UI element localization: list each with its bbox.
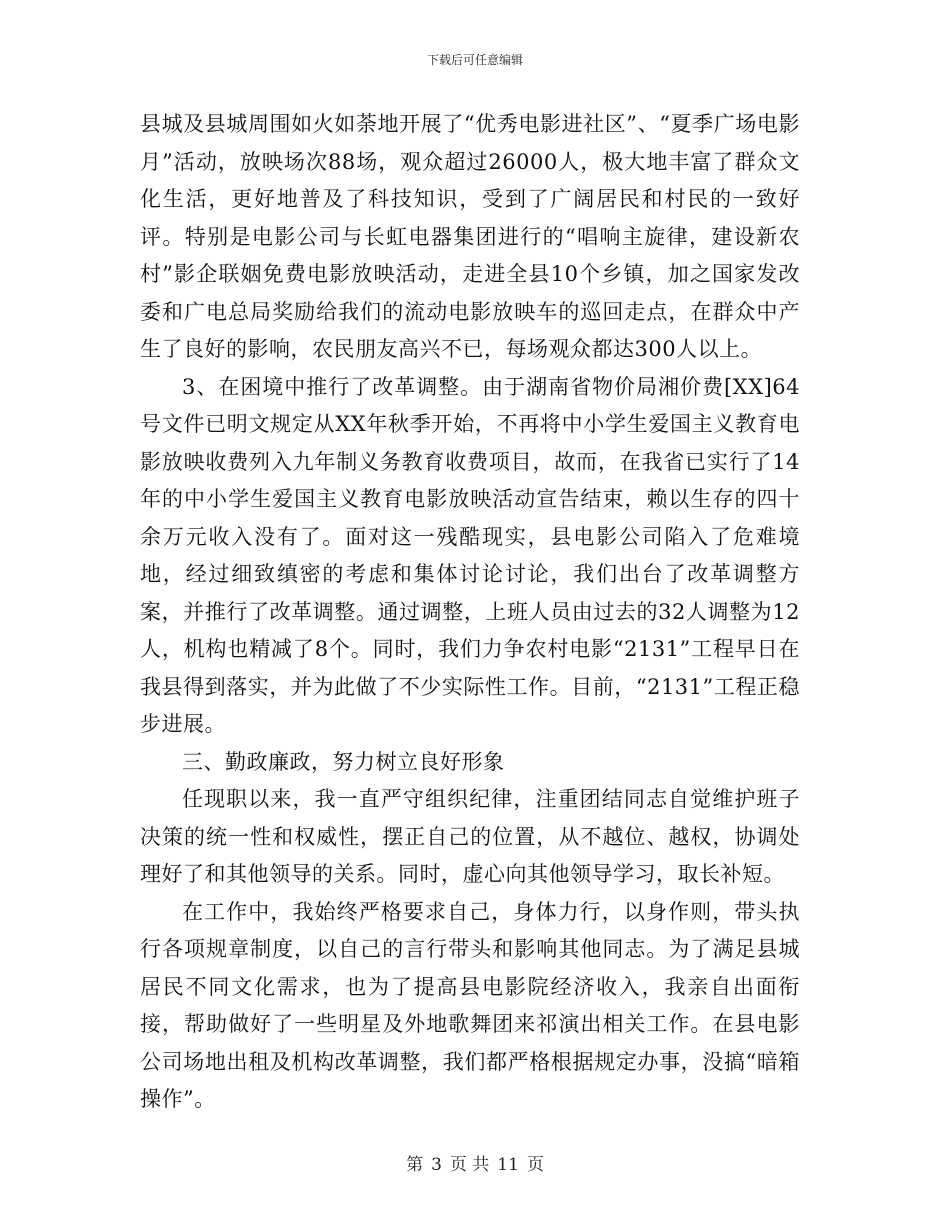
footer-current-page: 3 [431,1155,442,1175]
paragraph-3: 任现职以来，我一直严守组织纪律，注重团结同志自觉维护班子决策的统一性和权威性，摆正自己的位置，从不越位、越权，协调处理好了和其他领导的关系。同时，虚心向其他领导学习，取长补短。 [140,787,800,886]
paragraph-4: 在工作中，我始终严格要求自己，身体力行，以身作则，带头执行各项规章制度，以自己的言行带头和影响其他同志。为了满足县城居民不同文化需求，也为了提高县电影院经济收入，我亲自出面衔接，帮助做好了一些明星及外地歌舞团来祁演出相关工作。在县电影公司场地出租及机构改革调整，我们都严格根据规定办事，没搞“暗箱操作”。 [140,899,800,1111]
header-note: 下载后可任意编辑 [426,53,523,67]
paragraph-1: 县城及县城周围如火如荼地开展了“优秀电影进社区”、“夏季广场电影月”活动，放映场次88场，观众超过26000人，极大地丰富了群众文化生活，更好地普及了科技知识，受到了广阔居民和村民的一致好评。特别是电影公司与长虹电器集团进行的“唱响主旋律，建设新农村”影企联姻免费电影放映活动，走进全县10个乡镇，加之国家发改委和广电总局奖励给我们的流动电影放映车的巡回走点，在群众中产生了良好的影响，农民朋友高兴不已，每场观众都达300人以上。 [140,112,800,361]
page-header [0,52,950,68]
paragraph-2: 3、在困境中推行了改革调整。由于湖南省物价局湘价费[XX]64号文件已明文规定从XX年秋季开始，不再将中小学生爱国主义教育电影放映收费列入九年制义务教育收费项目，故而，在我省已实行了14年的中小学生爱国主义教育电影放映活动宣告结束，赖以生存的四十余万元收入没有了。面对这一残酷现实，县电影公司陷入了危难境地，经过细致缜密的考虑和集体讨论讨论，我们出台了改革调整方案，并推行了改革调整。通过调整，上班人员由过去的32人调整为12人，机构也精减了8个。同时，我们力争农村电影“2131”工程早日在我县得到落实，并为此做了不少实际性工作。目前，“2131”工程正稳步进展。 [140,374,800,736]
footer-total-pages: 11 [497,1155,519,1175]
footer-suffix: 页 [526,1155,544,1175]
section-heading: 三、勤政廉政，努力树立良好形象 [182,749,505,774]
page-footer [0,1154,950,1176]
footer-prefix: 第 [406,1155,424,1175]
footer-middle: 页 共 [449,1155,490,1175]
document-body [140,106,800,1119]
